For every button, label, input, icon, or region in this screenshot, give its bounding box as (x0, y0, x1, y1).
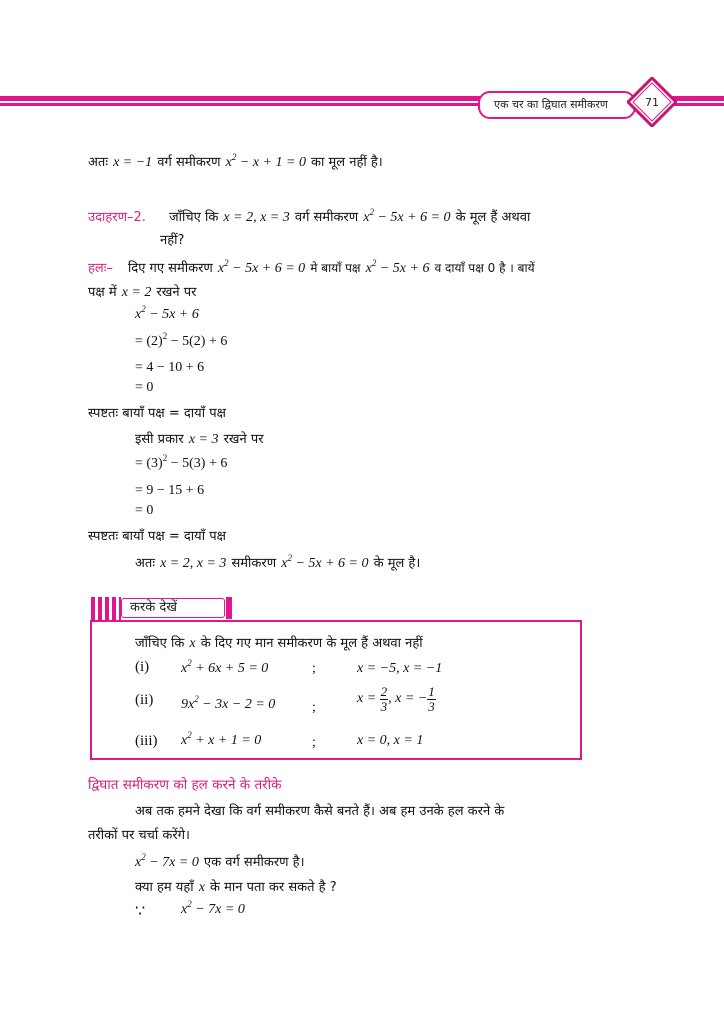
example-2 (88, 206, 530, 226)
step-b-3: = 0 (135, 503, 154, 518)
step-b-2: = 9 − 15 + 6 (135, 483, 205, 498)
text: क्या हम यहाँ (135, 880, 194, 895)
text: रखने पर (156, 285, 197, 300)
text: व दायाँ पक्ष 0 है । बायें (434, 261, 535, 275)
math: x (198, 880, 205, 895)
activity-row-values: x = $\frac{2}{3}$ , x = − $\frac{1}{3}$ (357, 684, 435, 714)
math: x = −1 (113, 155, 153, 170)
math: $x^2 - 5x + 6$ (365, 258, 430, 276)
activity-row-number: (ii) (135, 692, 154, 708)
text: मे बायाँ पक्ष (310, 261, 361, 275)
text: वर्ग समीकरण (294, 210, 359, 225)
step-a-4: = 0 (135, 380, 154, 395)
page-number-badge (627, 77, 677, 127)
methods-last-equation: $x^2 - 7x = 0$ (181, 899, 245, 917)
text: का मूल नहीं है। (311, 155, 383, 170)
text: रखने पर (223, 432, 264, 447)
step-a-3: = 4 − 10 + 6 (135, 360, 205, 375)
math: $x^2 - 5x + 6 = 0$ (363, 207, 451, 225)
activity-title: करके देखें (121, 598, 225, 618)
text: अतः (88, 155, 108, 170)
solution-label: हलः– (88, 261, 113, 276)
methods-question (135, 876, 337, 896)
math: x = 2 (121, 285, 152, 300)
math: x = 2, x = 3 (160, 556, 227, 571)
activity-intro (135, 632, 423, 652)
activity-row-number: (iii) (135, 733, 158, 749)
page-number: 71 (645, 96, 659, 109)
math: x = 3 (188, 432, 219, 447)
activity-row-values: x = −5, x = −1 (357, 661, 443, 676)
text: जाँचिए कि (169, 210, 219, 225)
activity-row-equation: $9x^2 - 3x - 2 = 0$ (181, 694, 276, 712)
clearly-line-2: स्पष्टतः बायाँ पक्ष = दायाँ पक्ष (88, 529, 226, 544)
text: के मूल हैं अथवा (455, 210, 531, 225)
step-b-1: = $(3)^2 - 5(3) + 6$ (135, 453, 228, 471)
text: जाँचिए कि (135, 636, 185, 651)
math: $x^2 - x + 1 = 0$ (225, 152, 306, 170)
conclusion-line-1 (88, 151, 383, 171)
text: वर्ग समीकरण (157, 155, 221, 170)
activity-row-separator: ; (312, 661, 316, 676)
methods-paragraph-1: अब तक हमने देखा कि वर्ग समीकरण कैसे बनते हैं। अब हम उनके हल करने के (135, 804, 505, 819)
math: x = 2, x = 3 (223, 210, 290, 225)
text: के मान पता कर सकते है ? (210, 880, 337, 895)
similarly-line (135, 428, 264, 448)
math: $x^2 - 7x = 0$ (135, 852, 199, 870)
example-label: उदाहरण–2. (88, 210, 146, 225)
clearly-line-1: स्पष्टतः बायाँ पक्ष = दायाँ पक्ष (88, 406, 226, 421)
activity-title-accent (226, 597, 232, 619)
section-heading: द्विघात समीकरण को हल करने के तरीके (88, 777, 282, 793)
solution-conclusion (135, 552, 420, 572)
activity-row-separator: ; (312, 735, 316, 750)
text: इसी प्रकार (135, 432, 184, 447)
text: अतः (135, 556, 155, 571)
text: दिए गए समीकरण (127, 261, 213, 276)
chapter-title: एक चर का द्विघात समीकरण (478, 91, 636, 119)
text: के दिए गए मान समीकरण के मूल हैं अथवा नहीं (200, 636, 423, 651)
since-symbol: ∵ (135, 903, 146, 920)
text: एक वर्ग समीकरण है। (203, 855, 305, 870)
solution-line-2 (88, 281, 196, 301)
text: के मूल है। (373, 556, 421, 571)
step-a-1: $x^2 - 5x + 6$ (135, 304, 199, 322)
text: समीकरण (231, 556, 277, 571)
math: $x^2 - 5x + 6 = 0$ (281, 553, 369, 571)
math: $x^2 - 5x + 6 = 0$ (217, 258, 306, 276)
methods-paragraph-2: तरीकों पर चर्चा करेंगे। (88, 828, 190, 843)
activity-row-number: (i) (135, 659, 150, 675)
activity-row-separator: ; (312, 700, 316, 715)
step-a-2: = $(2)^2 - 5(2) + 6$ (135, 331, 228, 349)
math: x (189, 636, 196, 651)
text: पक्ष में (88, 285, 117, 300)
activity-row-equation: $x^2 + x + 1 = 0$ (181, 730, 262, 748)
methods-equation-line (135, 851, 305, 871)
activity-row-values: x = 0, x = 1 (357, 733, 424, 748)
solution-line-1 (88, 257, 535, 277)
activity-row-equation: $x^2 + 6x + 5 = 0$ (181, 658, 269, 676)
example-2-cont: नहीं? (160, 233, 185, 248)
